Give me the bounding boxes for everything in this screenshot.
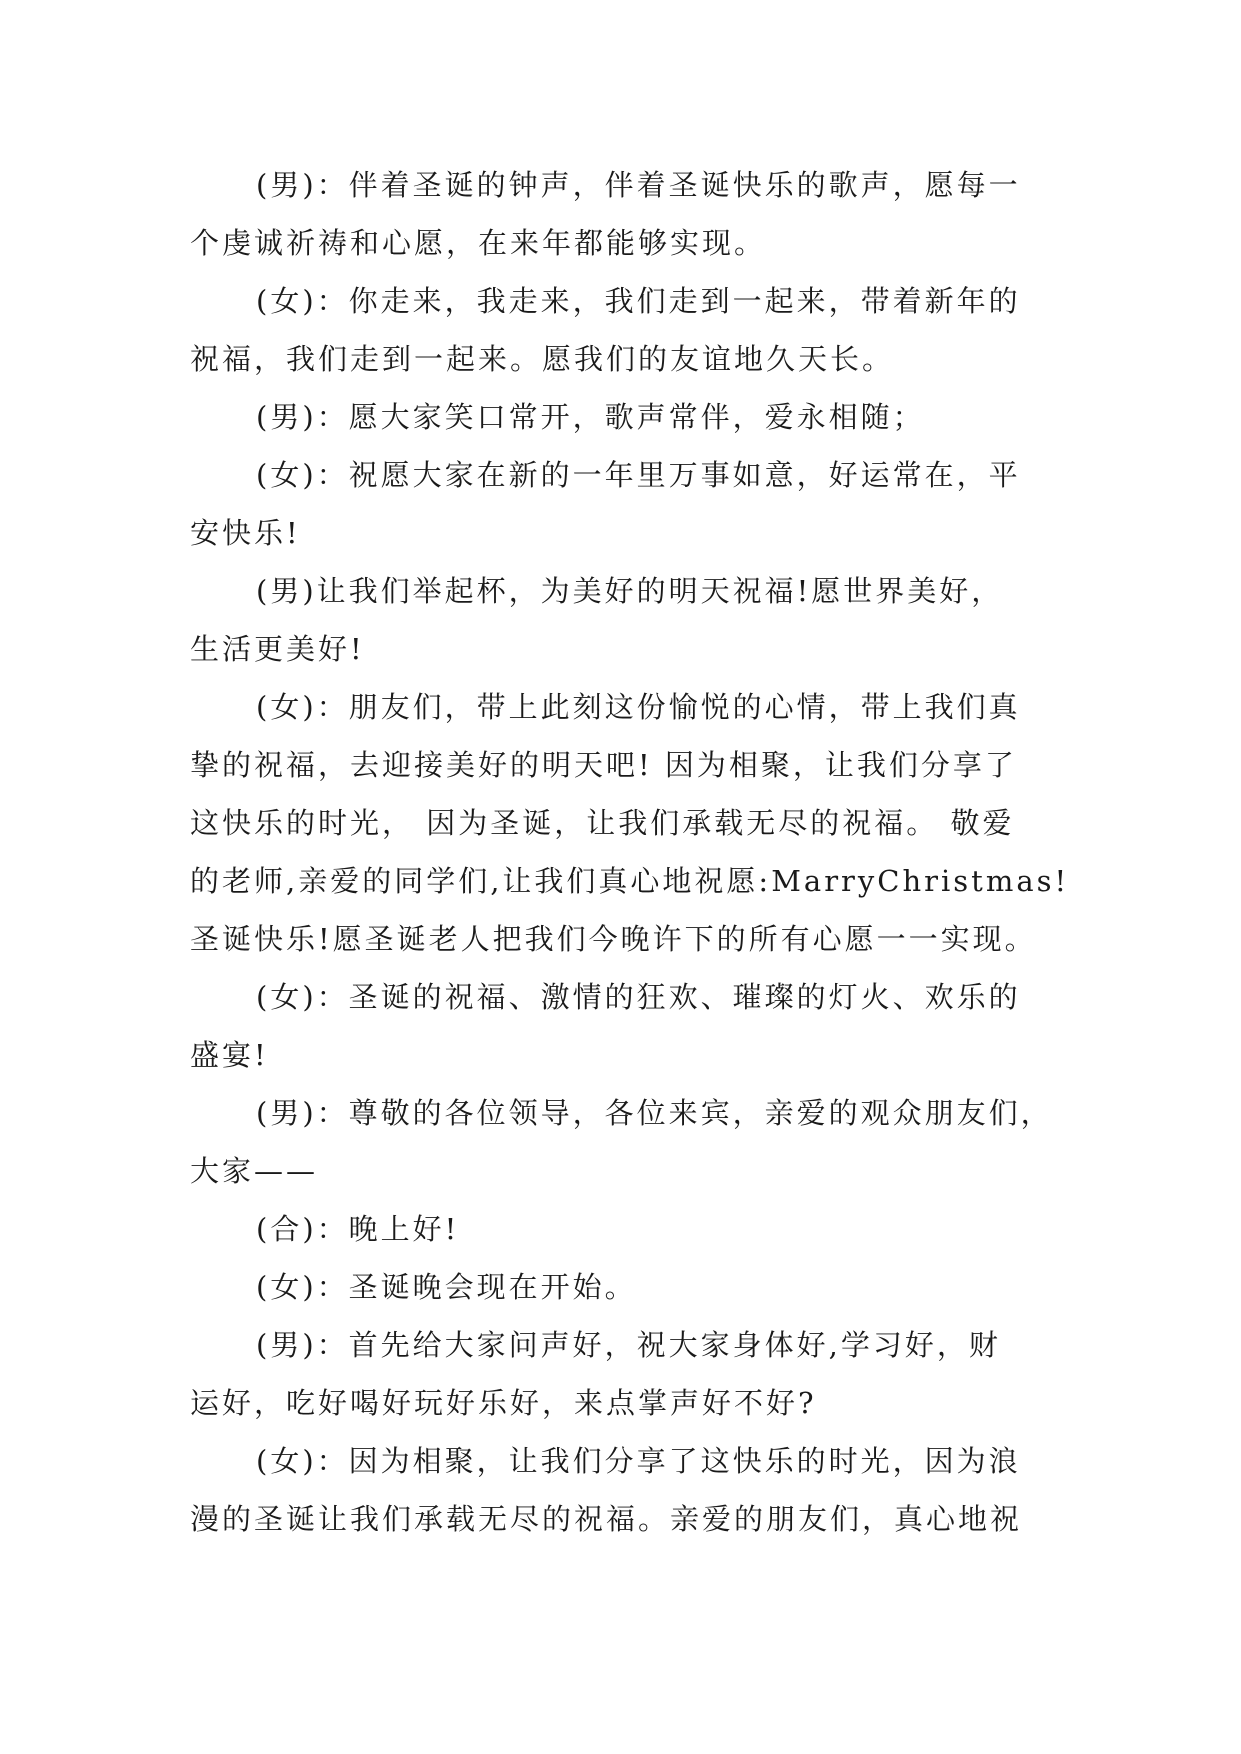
text-line: 圣诞快乐!愿圣诞老人把我们今晚许下的所有心愿一一实现。	[190, 922, 1037, 956]
text-line: (男)：首先给大家问声好，祝大家身体好,学习好，财	[256, 1328, 1001, 1362]
text-line: (男)让我们举起杯，为美好的明天祝福!愿世界美好，	[256, 574, 1004, 608]
text-line: 的老师,亲爱的同学们,让我们真心地祝愿:MarryChristmas!	[190, 864, 1070, 898]
text-line: 个虔诚祈祷和心愿，在来年都能够实现。	[190, 226, 767, 260]
text-line: (女)：圣诞晚会现在开始。	[256, 1270, 637, 1304]
text-line: 挚的祝福，去迎接美好的明天吧! 因为相聚，让我们分享了	[190, 748, 1017, 782]
text-line: 生活更美好!	[190, 632, 365, 666]
text-line: 盛宴!	[190, 1038, 269, 1072]
text-line: (男)：愿大家笑口常开，歌声常伴，爱永相随；	[256, 400, 925, 434]
text-line: (女)：你走来，我走来，我们走到一起来，带着新年的	[256, 284, 1021, 318]
text-line: (合)：晚上好!	[256, 1212, 460, 1246]
text-line: 祝福，我们走到一起来。愿我们的友谊地久天长。	[190, 342, 895, 376]
text-line: (女)：圣诞的祝福、激情的狂欢、璀璨的灯火、欢乐的	[256, 980, 1021, 1014]
text-line: 大家——	[190, 1154, 319, 1188]
text-line: 运好，吃好喝好玩好乐好，来点掌声好不好?	[190, 1386, 817, 1420]
text-line: 这快乐的时光， 因为圣诞，让我们承载无尽的祝福。 敬爱	[190, 806, 1015, 840]
text-line: (男)：尊敬的各位领导，各位来宾，亲爱的观众朋友们，	[256, 1096, 1053, 1130]
text-line: (女)：因为相聚，让我们分享了这快乐的时光，因为浪	[256, 1444, 1021, 1478]
text-line: 安快乐!	[190, 516, 301, 550]
text-line: 漫的圣诞让我们承载无尽的祝福。亲爱的朋友们，真心地祝	[190, 1502, 1023, 1536]
document-body	[190, 156, 1070, 1548]
text-line: (男)：伴着圣诞的钟声，伴着圣诞快乐的歌声，愿每一	[256, 168, 1021, 202]
text-line: (女)：朋友们，带上此刻这份愉悦的心情，带上我们真	[256, 690, 1021, 724]
text-line: (女)：祝愿大家在新的一年里万事如意，好运常在，平	[256, 458, 1021, 492]
